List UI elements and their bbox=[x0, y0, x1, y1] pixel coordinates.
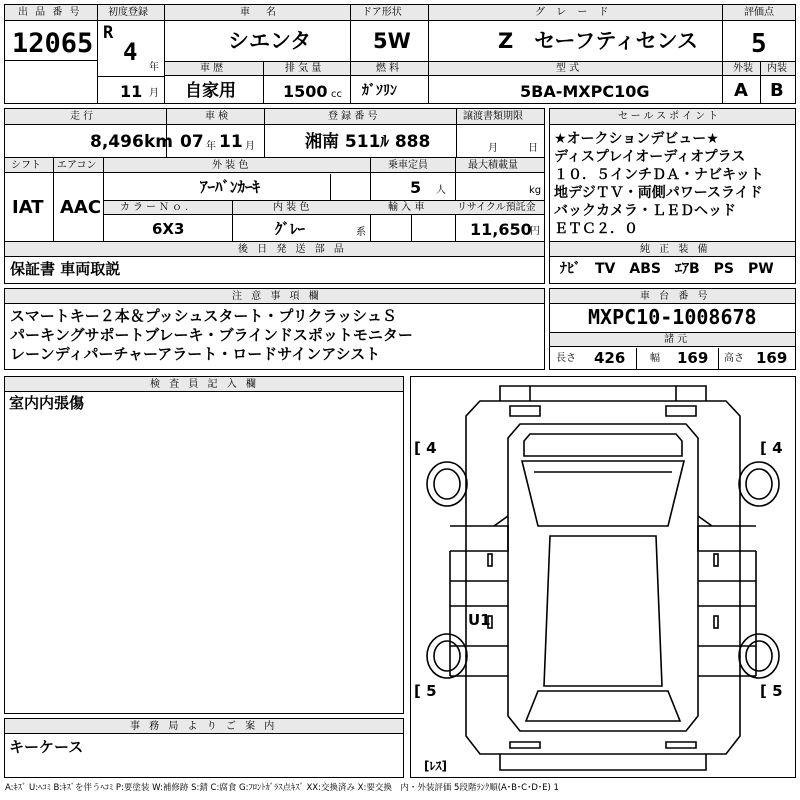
grade-label: グ レ ー ド bbox=[535, 7, 613, 18]
tire-front-right-score: [ 4 bbox=[760, 439, 783, 457]
score-label: 評価点 bbox=[744, 7, 774, 18]
sales-lines bbox=[554, 130, 764, 238]
notes-label: 注 意 事 項 欄 bbox=[232, 291, 322, 302]
spare-tire-label: [ﾚｽ] bbox=[424, 759, 447, 773]
cap-label: 乗車定員 bbox=[388, 160, 428, 171]
car-diagram bbox=[410, 376, 796, 778]
score: 5 bbox=[751, 29, 767, 59]
shift-label: シフト bbox=[11, 160, 41, 171]
plate: 湘南 511ﾙ 888 bbox=[305, 132, 431, 152]
tire-front-left-score: [ 4 bbox=[414, 439, 437, 457]
reg-month: 11 bbox=[120, 82, 143, 101]
load-label: 最大積載量 bbox=[468, 160, 518, 171]
inspect-year: 07 bbox=[180, 132, 204, 152]
transfer-month-unit: 月 bbox=[488, 143, 498, 154]
equipment: ﾅﾋﾞ TV ABS ｴｱB PS PW bbox=[560, 261, 774, 277]
reg-year-unit: 年 bbox=[149, 62, 159, 73]
reg-label: 初度登録 bbox=[108, 7, 148, 18]
chassis-number: MXPC10-1008678 bbox=[588, 305, 757, 329]
later-parts: 保証書 車両取説 bbox=[10, 260, 121, 278]
color-label: 外 装 色 bbox=[212, 160, 249, 171]
chassis-label: 車 台 番 号 bbox=[640, 291, 711, 302]
reg-era: R bbox=[103, 23, 114, 43]
length: 426 bbox=[594, 349, 626, 367]
int-score: B bbox=[770, 80, 784, 101]
color-number: 6X3 bbox=[152, 220, 185, 238]
reg-month-unit: 月 bbox=[149, 88, 159, 99]
mileage-unit: km bbox=[144, 132, 174, 152]
detail-block bbox=[4, 108, 545, 284]
damage-mark: U1 bbox=[468, 611, 491, 629]
displacement: 1500 bbox=[283, 82, 328, 101]
tire-rear-left-score: [ 5 bbox=[414, 682, 437, 700]
door-type: 5W bbox=[373, 29, 411, 53]
int-label: 内装 bbox=[767, 63, 787, 74]
interior-unit: 系 bbox=[356, 227, 366, 238]
spec-label: 諸 元 bbox=[664, 334, 688, 345]
sales-line: ★オークションデビュー★ bbox=[554, 131, 719, 147]
tire-rear-right-score: [ 5 bbox=[760, 682, 783, 700]
transfer-label: 譲渡書類期限 bbox=[463, 111, 523, 122]
disp-unit: cc bbox=[331, 89, 342, 100]
reg-year: 4 bbox=[123, 38, 138, 66]
sales-label: セールスポイント bbox=[618, 111, 722, 122]
later-label: 後 日 発 送 部 品 bbox=[238, 244, 347, 255]
sales-line: ディスプレイオーディオプラス bbox=[554, 149, 746, 165]
fuel: ｶﾞｿﾘﾝ bbox=[362, 83, 397, 99]
ext-label: 外装 bbox=[733, 63, 753, 74]
notes-line: スマートキー２本＆プッシュスタート・プリクラッシュＳ bbox=[10, 307, 397, 325]
door-label: ドア形状 bbox=[362, 7, 402, 18]
lot-label: 出 品 番 号 bbox=[18, 7, 82, 18]
equip-label: 純 正 装 備 bbox=[640, 244, 711, 255]
sales-line: ＥＴＣ２．０ bbox=[554, 221, 638, 237]
sales-line: １０．５インチＤＡ・ナビキット bbox=[554, 167, 764, 183]
lot-number: 12065 bbox=[12, 28, 94, 59]
colorno-label: カラーＮｏ． bbox=[120, 202, 198, 213]
notes-line: パーキングサポートブレーキ・ブラインドスポットモニター bbox=[10, 326, 413, 344]
legend: A:ｷｽﾞ U:ﾍｺﾐ B:ｷｽﾞを伴うﾍｺﾐ P:要塗装 W:補修跡 S:錆 C:腐食 G:ﾌﾛﾝﾄｶﾞﾗｽ点ｷｽﾞ XX:交換済み X:要交換 内・外装評価 5段階ﾗﾝｸ順(A･B･C･D･E) 1 bbox=[5, 783, 559, 793]
inspect-label: 車 検 bbox=[205, 111, 229, 122]
notes-lines bbox=[10, 307, 413, 364]
sales-line: 地デジＴＶ・両側パワースライド bbox=[554, 185, 763, 201]
plate-label: 登 録 番 号 bbox=[328, 111, 378, 122]
history: 自家用 bbox=[185, 81, 236, 101]
transfer-day-unit: 日 bbox=[528, 143, 538, 154]
width: 169 bbox=[677, 349, 709, 367]
interior-color: ｸﾞﾚｰ bbox=[275, 220, 306, 238]
inspect-month-unit: 月 bbox=[245, 141, 255, 152]
import-label: 輸 入 車 bbox=[388, 202, 425, 213]
ac-label: エアコン bbox=[57, 160, 97, 171]
interior-label: 内 装 色 bbox=[273, 202, 310, 213]
grade: Z セーフティセンス bbox=[498, 29, 699, 53]
office-label: 事 務 局 よ り ご 案 内 bbox=[130, 721, 278, 732]
wid-label: 幅 bbox=[650, 353, 660, 364]
inspector-block bbox=[4, 376, 404, 714]
inspector-label: 検 査 員 記 入 欄 bbox=[150, 379, 259, 390]
km-label: 走 行 bbox=[70, 111, 94, 122]
mileage: 8,496 bbox=[90, 132, 144, 152]
car-name: シエンタ bbox=[228, 29, 312, 53]
inspect-year-unit: 年 bbox=[206, 141, 216, 152]
aircon: AAC bbox=[60, 197, 102, 218]
len-label: 長さ bbox=[556, 353, 576, 364]
capacity: 5 bbox=[410, 178, 422, 197]
load-unit: kg bbox=[529, 185, 542, 196]
inspector-text: 室内内張傷 bbox=[9, 394, 85, 412]
model-label: 型 式 bbox=[556, 63, 580, 74]
inspect-month: 11 bbox=[219, 132, 243, 152]
recycle-fee: 11,650 bbox=[470, 220, 532, 239]
history-label: 車 歴 bbox=[200, 63, 224, 74]
recycle-label: リサイクル預託金 bbox=[457, 202, 536, 213]
notes-line: レーンディパーチャーアラート・ロードサインアシスト bbox=[10, 345, 381, 363]
model: 5BA-MXPC10G bbox=[520, 82, 650, 101]
exterior-color: ｱｰﾊﾞﾝｶｰｷ bbox=[200, 178, 261, 196]
disp-label: 排 気 量 bbox=[285, 63, 322, 74]
recycle-unit: 円 bbox=[530, 226, 540, 237]
office-text: キーケース bbox=[9, 738, 84, 756]
height: 169 bbox=[756, 349, 788, 367]
shift: IAT bbox=[12, 197, 44, 218]
fuel-label: 燃 料 bbox=[376, 63, 400, 74]
cap-unit: 人 bbox=[436, 185, 446, 196]
sales-line: バックカメラ・ＬＥＤヘッド bbox=[554, 203, 736, 219]
name-label: 車 名 bbox=[240, 7, 279, 18]
ext-score: A bbox=[734, 80, 748, 101]
hgt-label: 高さ bbox=[724, 353, 744, 364]
